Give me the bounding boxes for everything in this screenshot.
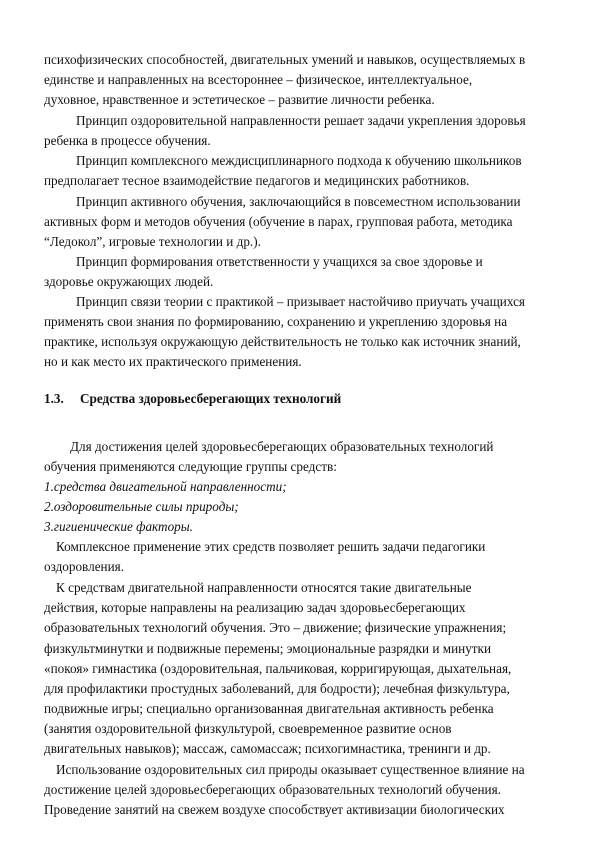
paragraph-line: Для достижения целей здоровьесберегающих образовательных технологий	[70, 439, 494, 454]
paragraph-line: оздоровления.	[44, 559, 125, 574]
paragraph-line: предполагает тесное взаимодействие педагогов и медицинских работников.	[44, 173, 470, 188]
list-item: 2.оздоровительные силы природы;	[44, 499, 239, 514]
paragraph-line: Комплексное применение этих средств позволяет решить задачи педагогики	[56, 539, 486, 554]
paragraph-line: ребенка в процессе обучения.	[44, 133, 211, 148]
paragraph-line: подвижные игры; специально организованная двигательная активность ребенка	[44, 701, 494, 716]
paragraph-line: физкультминутки и подвижные перемены; эмоциональные разрядки и минутки	[44, 641, 492, 656]
paragraph-line: Принцип оздоровительной направленности решает задачи укрепления здоровья	[76, 113, 526, 128]
paragraph-line: здоровье окружающих людей.	[44, 274, 214, 289]
paragraph-line: Принцип формирования ответственности у учащихся за свое здоровье и	[76, 254, 483, 269]
paragraph-line: (занятия оздоровительной физкультурой, своевременное развитие основ	[44, 721, 452, 736]
paragraph-line: двигательных навыков); массаж, самомассаж; психогимнастика, тренинги и др.	[44, 741, 491, 756]
paragraph-line: психофизических способностей, двигательных умений и навыков, осуществляемых в	[44, 52, 526, 67]
paragraph-line: для профилактики простудных заболеваний, для бодрости); лечебная физкультура,	[44, 681, 510, 696]
section-title: Средства здоровьесберегающих технологий	[80, 391, 342, 406]
paragraph-line: Проведение занятий на свежем воздухе способствует активизации биологических	[44, 802, 505, 817]
paragraph-line: «покоя» гимнастика (оздоровительная, пальчиковая, корригирующая, дыхательная,	[44, 661, 512, 676]
paragraph-line: К средствам двигательной направленности относятся такие двигательные	[56, 580, 472, 595]
paragraph-line: Принцип связи теории с практикой – призывает настойчиво приучать учащихся	[76, 294, 525, 309]
paragraph-line: активных форм и методов обучения (обучение в парах, групповая работа, методика	[44, 214, 513, 229]
paragraph-line: единстве и направленных на всестороннее – физическое, интеллектуальное,	[44, 72, 473, 87]
paragraph-line: Использование оздоровительных сил природы оказывает существенное влияние на	[56, 762, 525, 777]
paragraph-line: духовное, нравственное и эстетическое – развитие личности ребенка.	[44, 92, 435, 107]
paragraph-line: действия, которые направлены на реализацию задач здоровьесберегающих	[44, 600, 466, 615]
paragraph-line: образовательных технологий обучения. Это – движение; физические упражнения;	[44, 620, 507, 635]
paragraph-line: “Ледокол”, игровые технологии и др.).	[44, 234, 261, 249]
paragraph-line: обучения применяются следующие группы средств:	[44, 459, 337, 474]
paragraph-line: Принцип активного обучения, заключающийся в повсеместном использовании	[76, 194, 521, 209]
list-item: 3.гигиенические факторы.	[44, 519, 193, 534]
paragraph-line: практике, используя окружающую действительность не только как источник знаний,	[44, 334, 521, 349]
paragraph-line: применять свои знания по формированию, сохранению и укреплению здоровья на	[44, 314, 508, 329]
section-number: 1.3.	[44, 391, 64, 406]
paragraph-line: Принцип комплексного междисциплинарного подхода к обучению школьников	[76, 153, 522, 168]
paragraph-line: но и как место их практического применения.	[44, 354, 302, 369]
section-heading	[44, 391, 341, 407]
list-item: 1.средства двигательной направленности;	[44, 479, 287, 494]
paragraph-line: достижение целей здоровьесберегающих образовательных технологий обучения.	[44, 782, 501, 797]
